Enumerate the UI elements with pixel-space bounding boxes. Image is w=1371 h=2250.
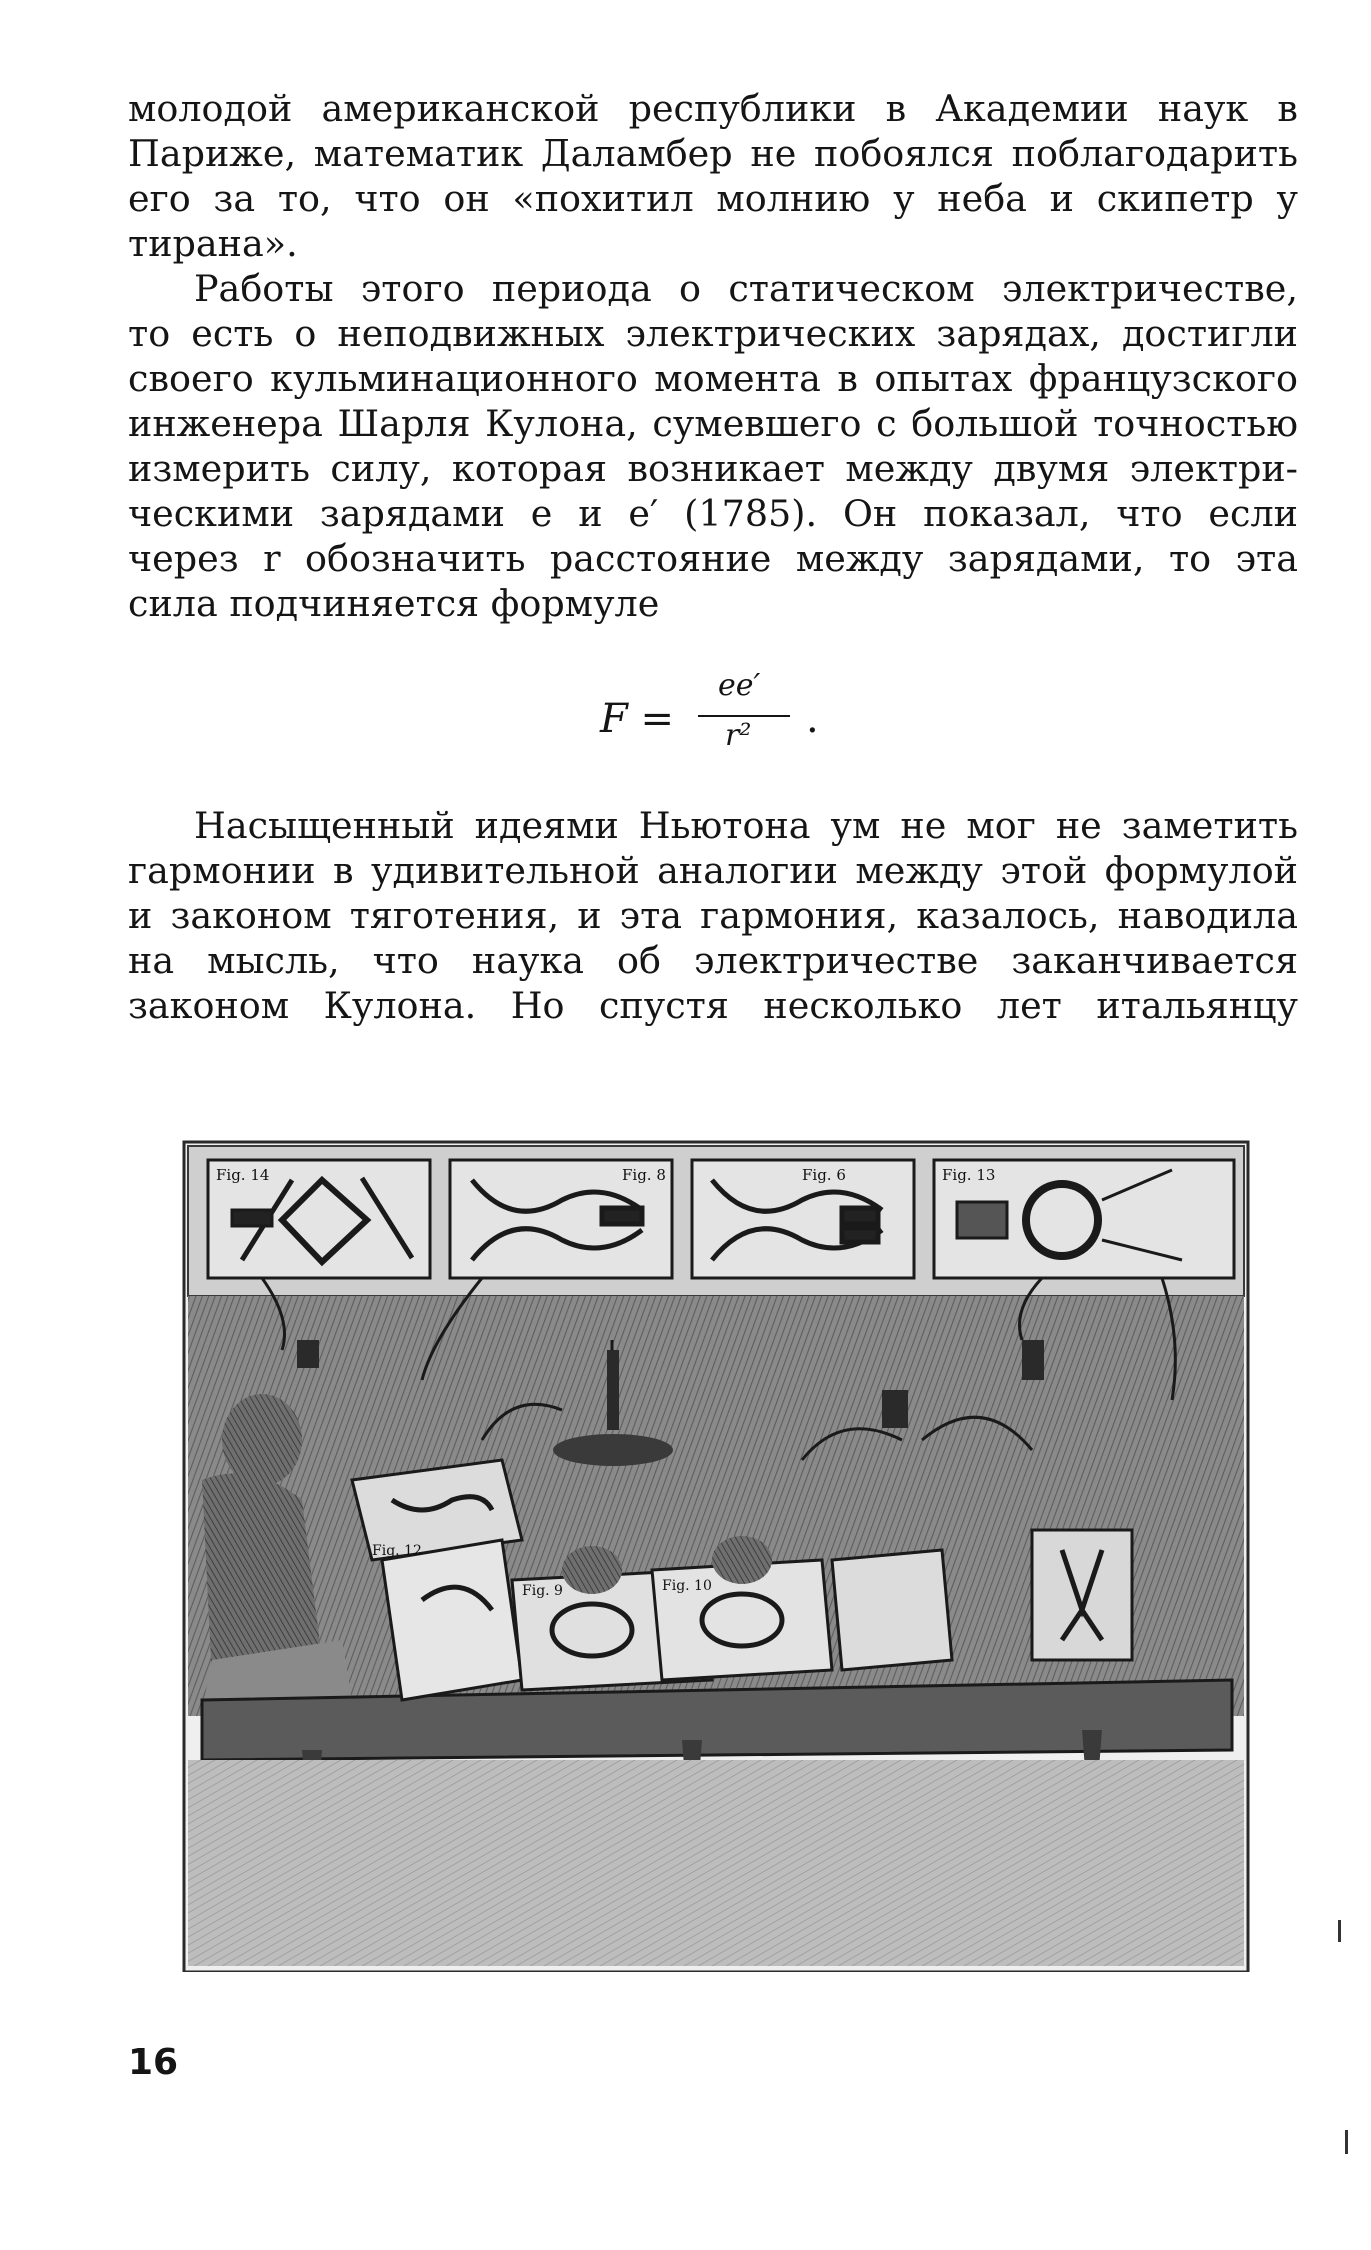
formula-numerator: ee′ xyxy=(718,668,761,703)
text-line: молодой американской республики в Академии наук в xyxy=(128,87,1298,130)
engraving-floor xyxy=(188,1760,1244,1966)
text-line: на мысль, что наука об электричестве заканчивается xyxy=(128,939,1298,982)
paragraph-1 xyxy=(128,86,1298,266)
text-line: Работы этого периода о статическом электричестве, xyxy=(194,267,1298,310)
panel-label: Fig. 6 xyxy=(802,1166,846,1184)
text-line: гармонии в удивительной аналогии между этой формулой xyxy=(128,849,1298,892)
paragraph-2 xyxy=(128,266,1298,626)
scan-edge-mark xyxy=(1338,1920,1341,1942)
text-line: тирана». xyxy=(128,222,298,265)
panel-label: Fig. 14 xyxy=(216,1166,270,1184)
text-line: Насыщенный идеями Ньютона ум не мог не заметить xyxy=(194,804,1298,847)
fraction-bar xyxy=(698,715,790,717)
text-line: своего кульминационного момента в опытах французского xyxy=(128,357,1298,400)
formula-denominator: r² xyxy=(725,718,752,753)
formula-period: . xyxy=(806,696,819,742)
text-line: Париже, математик Даламбер не побоялся поблагодарить xyxy=(128,132,1298,175)
text-line: измерить силу, которая возникает между двумя электри- xyxy=(128,447,1298,490)
coulomb-formula xyxy=(600,668,840,768)
text-line: законом Кулона. Но спустя несколько лет итальянцу xyxy=(128,984,1298,1027)
page-number: 16 xyxy=(128,2042,179,2083)
text-line: и законом тяготения, и эта гармония, казалось, наводила xyxy=(128,894,1298,937)
table-label: Fig. 12 xyxy=(372,1543,422,1559)
table-label: Fig. 10 xyxy=(662,1578,712,1594)
text-line: сила подчиняется формуле xyxy=(128,582,660,625)
table-label: Fig. 9 xyxy=(522,1583,563,1599)
text-line: через r обозначить расстояние между зарядами, то эта xyxy=(128,537,1298,580)
text-line: то есть о неподвижных электрических зарядах, достигли xyxy=(128,312,1298,355)
scan-edge-mark xyxy=(1345,2130,1348,2154)
paragraph-3 xyxy=(128,803,1298,1028)
panel-label: Fig. 8 xyxy=(622,1166,666,1184)
text-line: инженера Шарля Кулона, сумевшего с большой точностью xyxy=(128,402,1298,445)
text-line: ческими зарядами e и e′ (1785). Он показал, что если xyxy=(128,492,1298,535)
formula-lhs: F = xyxy=(600,696,674,742)
panel-label: Fig. 13 xyxy=(942,1166,996,1184)
text-line: его за то, что он «похитил молнию у неба и скипетр у xyxy=(128,177,1298,220)
galvani-experiment-engraving xyxy=(182,1140,1250,1972)
